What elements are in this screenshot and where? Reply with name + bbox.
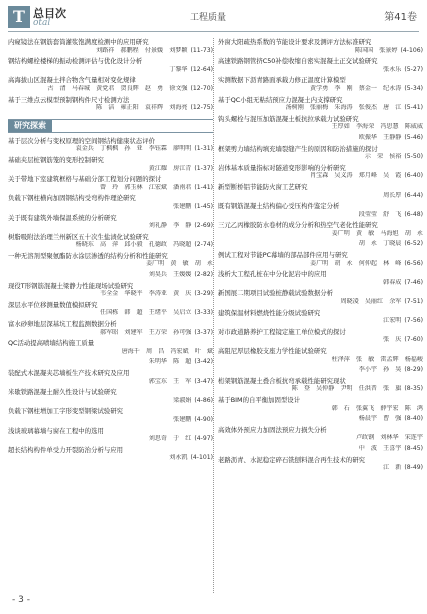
- toc-entry-byline: [218, 445, 423, 454]
- toc-entry-byline: [8, 85, 213, 94]
- toc-entry-title: 岩体基本质量指标对隧道变形影响的分析研究: [218, 163, 346, 172]
- toc-entry: [8, 358, 213, 367]
- toc-entry-byline: [8, 454, 213, 463]
- toc-entry-authors: 黄学勇 李 刚 蔡金一 纪永涛: [310, 84, 402, 92]
- toc-entry-byline: [218, 211, 423, 220]
- toc-entry-byline: [218, 172, 423, 181]
- toc-entry-byline: [8, 165, 213, 174]
- toc-entry-title: 基于BIM的自平衡加固型设计: [218, 395, 301, 404]
- toc-entry-pages: (7-46): [404, 278, 423, 286]
- toc-entry-byline: [8, 184, 213, 193]
- toc-entry-byline: [218, 66, 423, 75]
- toc-entry-pages: (1-37): [194, 164, 213, 172]
- toc-entry: [218, 289, 423, 306]
- toc-entry-pages: (1-45): [194, 202, 213, 210]
- toc-entry-authors: 黄江耀 房江青: [148, 164, 192, 172]
- toc-entry-pages: (5-46): [404, 133, 423, 141]
- toc-entry-byline: [218, 415, 423, 424]
- toc-entry-authors: 汤树刚 张丽梅 朱海涛 张俊杰 唐 江: [285, 104, 402, 112]
- toc-entry: [218, 415, 423, 424]
- toc-entry-authors: 刘永凯: [169, 454, 188, 462]
- toc-entry-pages: (12-75): [190, 104, 213, 112]
- toc-entry: [218, 240, 423, 249]
- toc-entry: [8, 407, 213, 424]
- section-heading: [8, 119, 213, 133]
- toc-entry-authors: 丁黎华: [169, 65, 188, 73]
- toc-entry-title: 浅谈玻璃幕墙与窗在工程中的选用: [8, 426, 104, 435]
- toc-entry: [8, 233, 213, 250]
- toc-entry-pages: (8-49): [404, 464, 423, 472]
- toc-entry-title: 外窗大阳疏热系数的节能设计要求及测评方法标准研究: [218, 38, 372, 46]
- toc-entry-byline: [8, 145, 213, 154]
- toc-entry: [8, 369, 213, 386]
- toc-entry-byline: [218, 192, 423, 201]
- toc-entry: [8, 388, 213, 405]
- toc-entry-authors: 刘思奇 于 红: [148, 435, 192, 443]
- toc-entry-pages: (1-31): [194, 145, 213, 153]
- toc-entry-byline: [218, 104, 423, 113]
- toc-list-research: [8, 137, 213, 463]
- toc-entry-title: 一种无溶剂型聚氨酯防水涂层渗透的结构分析和性能研究: [8, 251, 168, 260]
- toc-entry-pages: (3-29): [194, 290, 213, 298]
- toc-entry-title: 实测数据下沥青路面承载力修正温度计算模型: [218, 76, 346, 85]
- toc-entry-authors: 刘礼静 李 静: [148, 222, 192, 230]
- toc-entry: [218, 251, 423, 268]
- toc-entry: [8, 339, 213, 356]
- toc-entry-pages: (3-33): [194, 309, 213, 317]
- toc-entry-authors: 柱泽萍 张 敏 雷孟辉 杨福峻: [331, 355, 423, 363]
- toc-entry-authors: 韦全金 华晓平 李涛亚 黄 庆: [100, 290, 192, 298]
- journal-name: 工程质量: [190, 13, 227, 23]
- right-column: [218, 38, 423, 475]
- toc-entry-authors: 示 荣 侯裕: [364, 153, 402, 161]
- toc-entry-pages: (6-44): [404, 191, 423, 199]
- toc-entry-byline: [218, 434, 423, 443]
- toc-entry: [8, 271, 213, 280]
- toc-entry-title: 新型断桥铝节能防火窗工艺研究: [218, 182, 308, 191]
- toc-entry: [218, 377, 423, 394]
- toc-entry-pages: (11-73): [190, 46, 213, 54]
- toc-entry: [218, 57, 423, 74]
- toc-entry-authors: 杨晓东 高 萍 邱小毅 孔德政 冯晓超: [75, 241, 192, 249]
- toc-entry-title: 基于三维点云模型预制钢构件尺寸检测方法: [8, 95, 130, 104]
- toc-entry-pages: (1-41): [194, 183, 213, 191]
- toc-entry-title: 钢结构螺栓楼梯的振动检测评估与优化设计分析: [8, 57, 143, 66]
- toc-entry-byline: [8, 397, 213, 406]
- toc-entry-authors: 周晓凌 吴丽红 余军: [340, 298, 402, 306]
- toc-entry-authors: 陈国国 张景婷: [354, 46, 398, 54]
- toc-entry-pages: (8-29): [404, 366, 423, 374]
- toc-entry: [8, 282, 213, 299]
- toc-entry-authors: 姜广明 胡 永 何仲起 林 峰: [310, 259, 402, 267]
- toc-entry-authors: 张永乐: [383, 65, 402, 73]
- toc-entry-pages: (6-52): [404, 240, 423, 248]
- toc-entry: [218, 328, 423, 345]
- toc-entry-byline: [218, 240, 423, 249]
- toc-entry-title: 基础夹层桩钢筋笼的变形控制研究: [8, 155, 104, 164]
- toc-entry-byline: [218, 230, 423, 239]
- toc-entry-pages: (7-51): [404, 298, 423, 306]
- toc-entry: [218, 221, 423, 238]
- toc-entry-authors: 张建鹏: [173, 202, 192, 210]
- toc-entry: [218, 145, 423, 162]
- toc-entry: [218, 309, 423, 326]
- toc-entry: [8, 252, 213, 269]
- toc-entry-byline: [8, 271, 213, 280]
- toc-entry: [218, 134, 423, 143]
- toc-entry-authors: 古 清 马春城 黄党君 贺良辉 赵 勇 徐文强: [47, 84, 188, 92]
- toc-entry-title: 负载下钢柱增加工字形变型钢梁试验研究: [8, 407, 124, 416]
- toc-entry-authors: 周长厚: [383, 191, 402, 199]
- toc-entry: [218, 445, 423, 454]
- toc-entry-pages: (4-86): [194, 396, 213, 404]
- toc-entry-title: 既有钢筋混凝土结构偏心受压构件鉴定分析: [218, 202, 340, 211]
- page-number: - 3 -: [12, 595, 30, 605]
- toc-entry-pages: (6-40): [404, 172, 423, 180]
- toc-entry-authors: 任国栋 韩 超 王绪平 吴启立: [100, 309, 192, 317]
- toc-entry-authors: 王厚如 李海荣 冯思慧 陈威威: [331, 123, 423, 131]
- toc-entry-pages: (12-70): [190, 84, 213, 92]
- toc-entry-authors: 曾 玲 郭玉林 江宏斌 潘南君: [100, 183, 192, 191]
- toc-entry-pages: (4-106): [400, 46, 423, 54]
- toc-entry-pages: (8-40): [404, 415, 423, 423]
- toc-entry-authors: 段莹莹 舒 飞: [358, 210, 402, 218]
- toc-entry: [8, 320, 213, 337]
- toc-entry-authors: 杨晨宇 曹 强: [358, 415, 402, 423]
- toc-entry-byline: [218, 279, 423, 288]
- toc-entry-title: 超长结构构件单受力开裂防治分析与应用: [8, 445, 124, 454]
- toc-entry-title: 建筑保温材料燃烧性能分级试验研究: [218, 308, 321, 317]
- toc-entry: [8, 446, 213, 463]
- toc-entry-authors: 袁金兵 丁枫枫 孙 亚 李钰霖 廖明明: [75, 145, 192, 153]
- toc-entry-byline: [8, 378, 213, 387]
- toc-entry: [8, 194, 213, 211]
- toc-entry-pages: (4-90): [194, 415, 213, 423]
- toc-entry-title: 钩头螺栓与混压加筋混凝土板抗拉承载力试验研究: [218, 114, 359, 123]
- toc-list-right: [218, 38, 423, 473]
- toc-entry-title: QC活动提高喷墙结构施工质量: [8, 339, 95, 348]
- toc-entry: [8, 76, 213, 93]
- left-column: [8, 38, 213, 465]
- toc-entry-title: 高速铁路钢管挤C50补偿收缩自密实混凝土正交试验研究: [218, 57, 378, 66]
- toc-entry: [8, 175, 213, 192]
- toc-entry-authors: 刘路祥 郝鹏程 付景媛 刘梦颖: [96, 46, 188, 54]
- toc-entry-title: 桁架钢筋混凝土叠合板抗弯承载性能研究现状: [218, 376, 346, 385]
- toc-entry-byline: [8, 309, 213, 318]
- toc-entry-title: 高阻尼厚层橡胶支座力学性能试验研究: [218, 347, 327, 355]
- toc-entry-pages: (2-69): [194, 222, 213, 230]
- toc-entry-byline: [218, 153, 423, 162]
- toc-entry-byline: [8, 329, 213, 338]
- toc-entry: [8, 156, 213, 173]
- toc-entry-pages: (3-37): [194, 328, 213, 336]
- toc-entry: [218, 202, 423, 219]
- volume-label: 第41卷: [384, 12, 417, 23]
- toc-entry-title: 关于带地下室建筑框格与基础分部工程划分问题的探讨: [8, 175, 162, 184]
- toc-entry: [8, 214, 213, 231]
- toc-entry-authors: 李小宇 孙 昊: [358, 366, 402, 374]
- toc-entry: [8, 301, 213, 318]
- toc-entry: [218, 347, 423, 364]
- toc-entry: [8, 96, 213, 113]
- toc-entry-pages: (5-34): [404, 84, 423, 92]
- toc-entry: [218, 426, 423, 443]
- toc-entry-authors: 郝军昭 刘建军 王万荣 孙可强: [100, 328, 192, 336]
- toc-entry-byline: [8, 47, 213, 56]
- toc-entry-title: 新国展二期项目试验桩静载试验数据分析: [218, 289, 334, 298]
- toc-entry-authors: 韩 石 张翼飞 薛宇宏 陈 鸿: [331, 404, 423, 412]
- toc-entry-byline: [218, 134, 423, 143]
- toc-entry-byline: [8, 260, 213, 269]
- toc-entry-byline: [218, 366, 423, 375]
- toc-entry: [218, 270, 423, 287]
- toc-entry-title: 框架剪力墙结构填充墙裂缝产生的原因和防治措施的探讨: [218, 144, 378, 153]
- toc-entry-byline: [218, 85, 423, 94]
- toc-entry: [218, 183, 423, 200]
- column-divider: [213, 38, 214, 593]
- page-header: [0, 0, 427, 34]
- toc-entry: [8, 38, 213, 55]
- toc-entry: [218, 38, 423, 55]
- toc-entry-byline: [218, 47, 423, 56]
- toc-entry-title: 负载下钢柱横向加固钢结构受弯构件理论研究: [8, 194, 136, 203]
- section-title: 研究探索: [8, 120, 52, 132]
- toc-entry: [218, 366, 423, 375]
- toc-entry-title: 米歇铁路混凝土耐久性设计与试验研究: [8, 388, 117, 397]
- toc-entry-pages: (2-82): [194, 271, 213, 279]
- toc-entry-authors: 唐海千 周 昌 冯宏斌 叶 斌: [121, 347, 213, 355]
- toc-entry-authors: 郭宝东 王 军: [148, 377, 192, 385]
- toc-entry-byline: [218, 385, 423, 394]
- toc-entry-byline: [8, 203, 213, 212]
- toc-entry-byline: [8, 241, 213, 250]
- toc-entry-title: 富水砂卵地层深基坑工程监测数据分析: [8, 320, 117, 329]
- toc-entry: [218, 76, 423, 93]
- toc-entry-pages: (4-97): [194, 435, 213, 443]
- toc-entry-authors: 刘昊兵 王媛媛: [148, 271, 192, 279]
- toc-entry-authors: 张 庆: [383, 336, 402, 344]
- toc-entry-pages: (8-35): [404, 385, 423, 393]
- toc-entry: [8, 137, 213, 154]
- toc-entry-pages: (5-41): [404, 104, 423, 112]
- toc-entry-byline: [8, 416, 213, 425]
- toc-entry-authors: 中 波 王喜宇: [358, 444, 402, 452]
- toc-entry-title: 现役T形钢筋混凝土梁静力性能现场试验研究: [8, 281, 134, 290]
- toc-entry-authors: 欧振华 王静静: [358, 133, 402, 141]
- toc-entry-title: 关于既有建筑外墙保温系统的分析研究: [8, 213, 117, 222]
- toc-entry-authors: 胡 永 丁晓晨: [358, 240, 402, 248]
- toc-entry-authors: 韩春成: [383, 278, 402, 286]
- toc-entry-title: 高海拔山区混凝土拌合物含气量相对变化规律: [8, 76, 136, 85]
- toc-entry-byline: [218, 123, 423, 132]
- logo-mark: T: [8, 6, 30, 28]
- toc-entry-pages: (5-27): [404, 65, 423, 73]
- toc-entry: [218, 396, 423, 413]
- toc-entry-byline: [8, 358, 213, 367]
- toc-entry: [218, 164, 423, 181]
- toc-entry: [8, 57, 213, 74]
- toc-entry: [218, 96, 423, 113]
- toc-entry-title: 浅析大工程孔桩在中分化泥岩中的应用: [218, 270, 327, 279]
- header-divider: [8, 31, 419, 32]
- toc-entry-byline: [218, 356, 423, 365]
- toc-entry-authors: 陈 登 吴仲静 尹明 任洪晋 张 旗: [291, 385, 402, 393]
- toc-entry: [218, 115, 423, 132]
- toc-entry-byline: [8, 104, 213, 113]
- toc-entry-authors: 张建鹏: [173, 415, 192, 423]
- toc-entry-pages: (6-56): [404, 259, 423, 267]
- toc-entry-pages: (4-101): [190, 454, 213, 462]
- toc-entry: [218, 456, 423, 473]
- toc-entry-byline: [8, 66, 213, 75]
- toc-entry-authors: 陈 洁 雍正阳 袁祥辉 刘海亮: [96, 104, 188, 112]
- toc-entry-title: 基于层次分析与变权原理的空间钢结构健康状态评价: [8, 136, 155, 145]
- toc-entry-authors: 姜广明 黄 敏 马海旭 胡 永: [331, 229, 423, 237]
- toc-entry-title: 高效体外预应力加固法预应力损失分析: [218, 425, 327, 434]
- toc-entry-byline: [8, 222, 213, 231]
- toc-entry-pages: (12-64): [190, 65, 213, 73]
- toc-entry-byline: [218, 317, 423, 326]
- toc-entry-title: 基于QC小组无粘结预应力混凝土内支撑研究: [218, 95, 343, 104]
- toc-entry-byline: [218, 260, 423, 269]
- toc-entry-title: 内窥镜法在钢筋套筒灌浆饱满度检测中的应用研究: [8, 38, 149, 46]
- toc-list-top: [8, 38, 213, 113]
- toc-entry-title: 老路沥青、水泥稳定碎石铣刨料混合再生技术的研究: [218, 455, 365, 464]
- toc-entry-byline: [8, 348, 213, 357]
- toc-entry: [8, 427, 213, 444]
- logo-subtitle: otal: [33, 18, 51, 28]
- toc-entry-pages: (8-45): [404, 444, 423, 452]
- toc-entry-title: 装配式木混凝夹芯墙板生产技术研究及应用: [8, 369, 130, 377]
- toc-entry-pages: (3-47): [194, 377, 213, 385]
- toc-entry-title: 对市政道路养护工程镜定施工单位模式的探讨: [218, 327, 346, 336]
- toc-entry-byline: [218, 405, 423, 414]
- toc-entry-byline: [218, 298, 423, 307]
- toc-entry-authors: 梁淑娟: [173, 396, 192, 404]
- toc-entry-pages: (2-74): [194, 241, 213, 249]
- toc-entry-authors: 卢政钢 刘林华 宋连宇: [355, 434, 423, 442]
- logo-title: 总目次: [33, 7, 66, 20]
- toc-entry-title: 三元乙丙橡胶防水卷材的成分分析和热空气老化性能研究: [218, 221, 378, 230]
- toc-entry-authors: 朱明华 陈 超: [148, 358, 192, 366]
- toc-entry-title: 例试工程对节能PC幕墙的部品部件应用与研究: [218, 251, 348, 260]
- toc-entry-title: 深层水平位移测量数值模拟研究: [8, 300, 98, 309]
- toc-entry-pages: (5-50): [404, 153, 423, 161]
- toc-entry-authors: 肖宝森 吴义涛 郑月峰 吴 霞: [310, 172, 402, 180]
- toc-entry-title: 树脂吸附法治理兰州新区五十次生盐渍化试验研究: [8, 232, 149, 241]
- toc-entry-pages: (7-60): [404, 336, 423, 344]
- toc-entry-byline: [8, 290, 213, 299]
- toc-entry-pages: (6-48): [404, 210, 423, 218]
- toc-entry-pages: (7-56): [404, 317, 423, 325]
- toc-entry-byline: [8, 435, 213, 444]
- toc-entry-authors: 江宏明: [383, 317, 402, 325]
- toc-entry-byline: [218, 464, 423, 473]
- toc-entry-authors: 姜广明 黄 敏 胡 永: [145, 260, 213, 268]
- toc-entry-authors: 江 新: [383, 464, 402, 472]
- toc-entry-pages: (3-42): [194, 358, 213, 366]
- toc-entry-byline: [218, 336, 423, 345]
